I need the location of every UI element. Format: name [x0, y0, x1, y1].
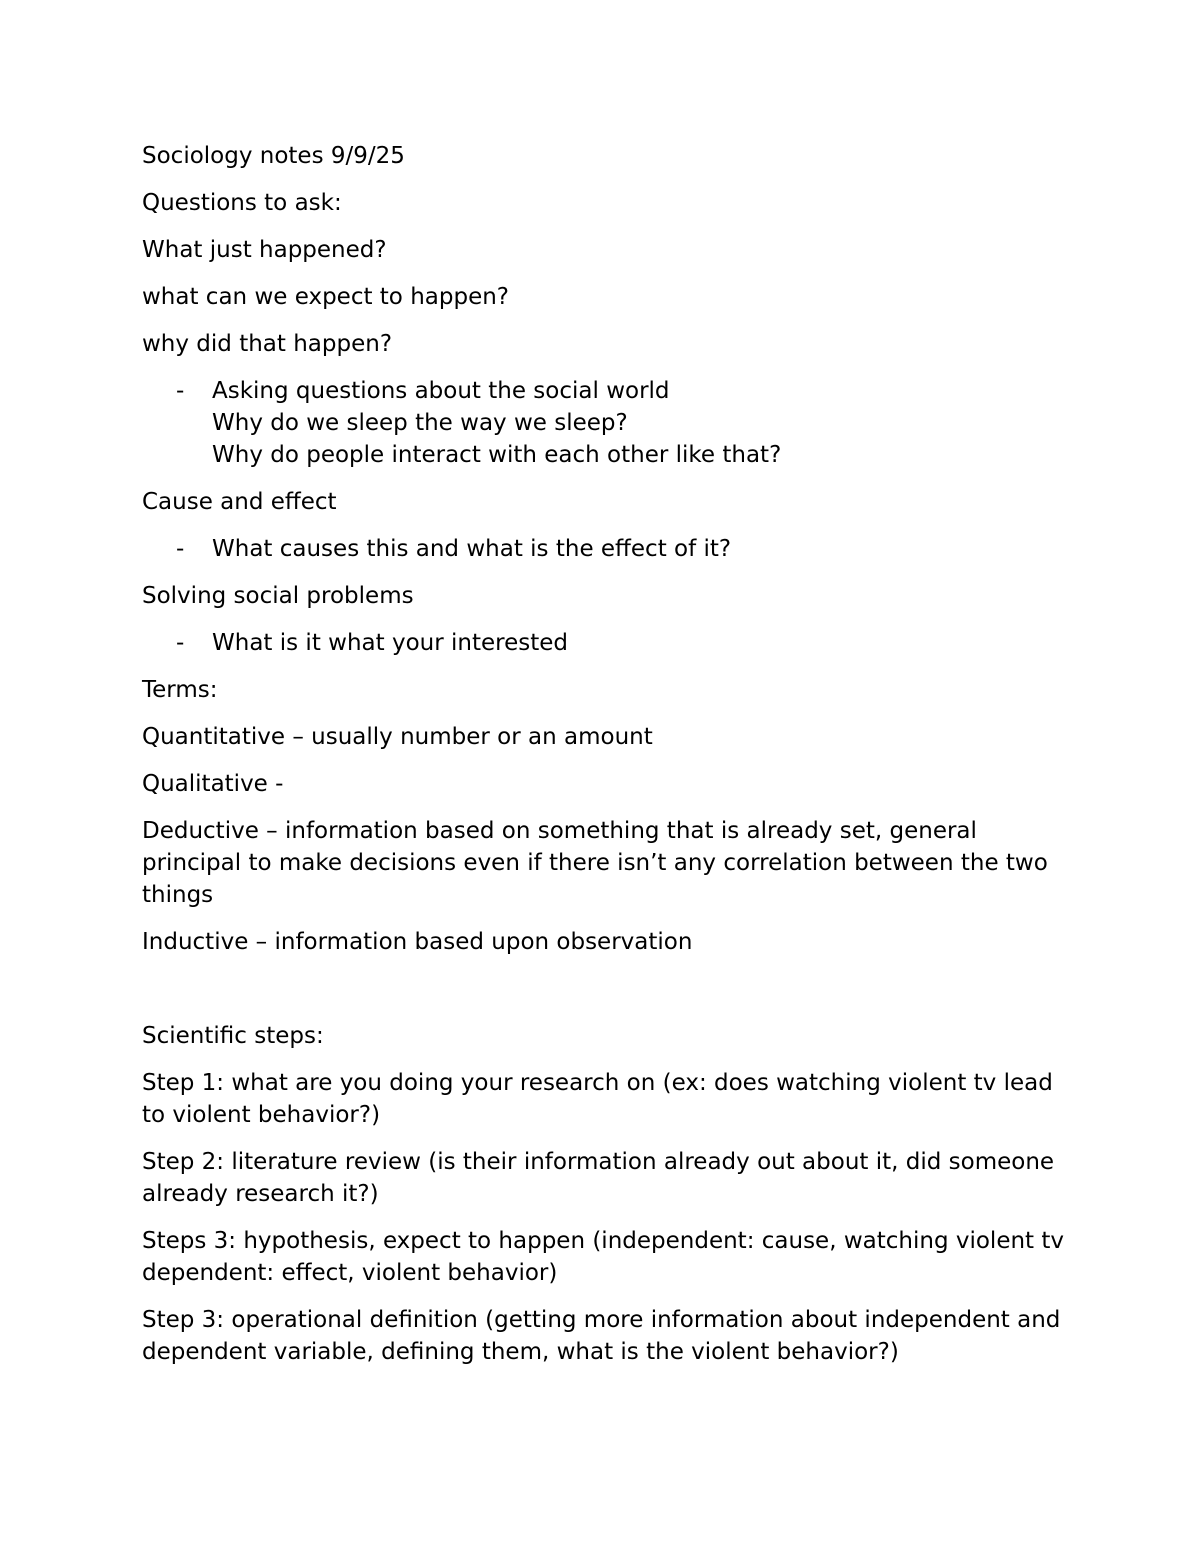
step-2: Step 2: literature review (is their information already out about it, did someone already research it?): [142, 1149, 1062, 1207]
document-page: [142, 140, 1072, 1383]
bullet-list-social-world: [142, 375, 1072, 471]
step-3-operational-definition: Step 3: operational definition (getting more information about independent and dependent variable, defining them, what is the violent behavior?): [142, 1307, 1068, 1365]
bullet-line: What is it what your interested: [212, 630, 568, 656]
bullet-line: What causes this and what is the effect of it?: [212, 536, 732, 562]
bullet-line: Why do people interact with each other like that?: [212, 442, 782, 468]
scientific-steps-heading: Scientific steps:: [142, 1023, 324, 1049]
bullet-dash: -: [176, 378, 185, 404]
bullet-dash: -: [176, 630, 185, 656]
document-title: Sociology notes 9/9/25: [142, 143, 405, 169]
terms-heading: Terms:: [142, 677, 218, 703]
term-quantitative: Quantitative – usually number or an amount: [142, 724, 653, 750]
cause-effect-heading: Cause and effect: [142, 489, 337, 515]
question-2: what can we expect to happen?: [142, 284, 510, 310]
term-inductive: Inductive – information based upon observation: [142, 929, 693, 955]
question-1: What just happened?: [142, 237, 387, 263]
solving-heading: Solving social problems: [142, 583, 414, 609]
term-deductive: Deductive – information based on something that is already set, general principal to make decisions even if there isn’t any correlation between the two things: [142, 818, 1056, 908]
step-1: Step 1: what are you doing your research on (ex: does watching violent tv lead to violent behavior?): [142, 1070, 1061, 1128]
bullet-list-cause-effect: [142, 533, 1072, 565]
bullet-dash: -: [176, 536, 185, 562]
bullet-list-solving: [142, 627, 1072, 659]
questions-heading: Questions to ask:: [142, 190, 342, 216]
bullet-line: Why do we sleep the way we sleep?: [212, 410, 628, 436]
step-3-hypothesis: Steps 3: hypothesis, expect to happen (independent: cause, watching violent tv dependent: effect, violent behavior): [142, 1228, 1072, 1286]
term-qualitative: Qualitative -: [142, 771, 284, 797]
spacer: [142, 973, 1072, 1020]
bullet-line: Asking questions about the social world: [212, 378, 670, 404]
question-3: why did that happen?: [142, 331, 393, 357]
